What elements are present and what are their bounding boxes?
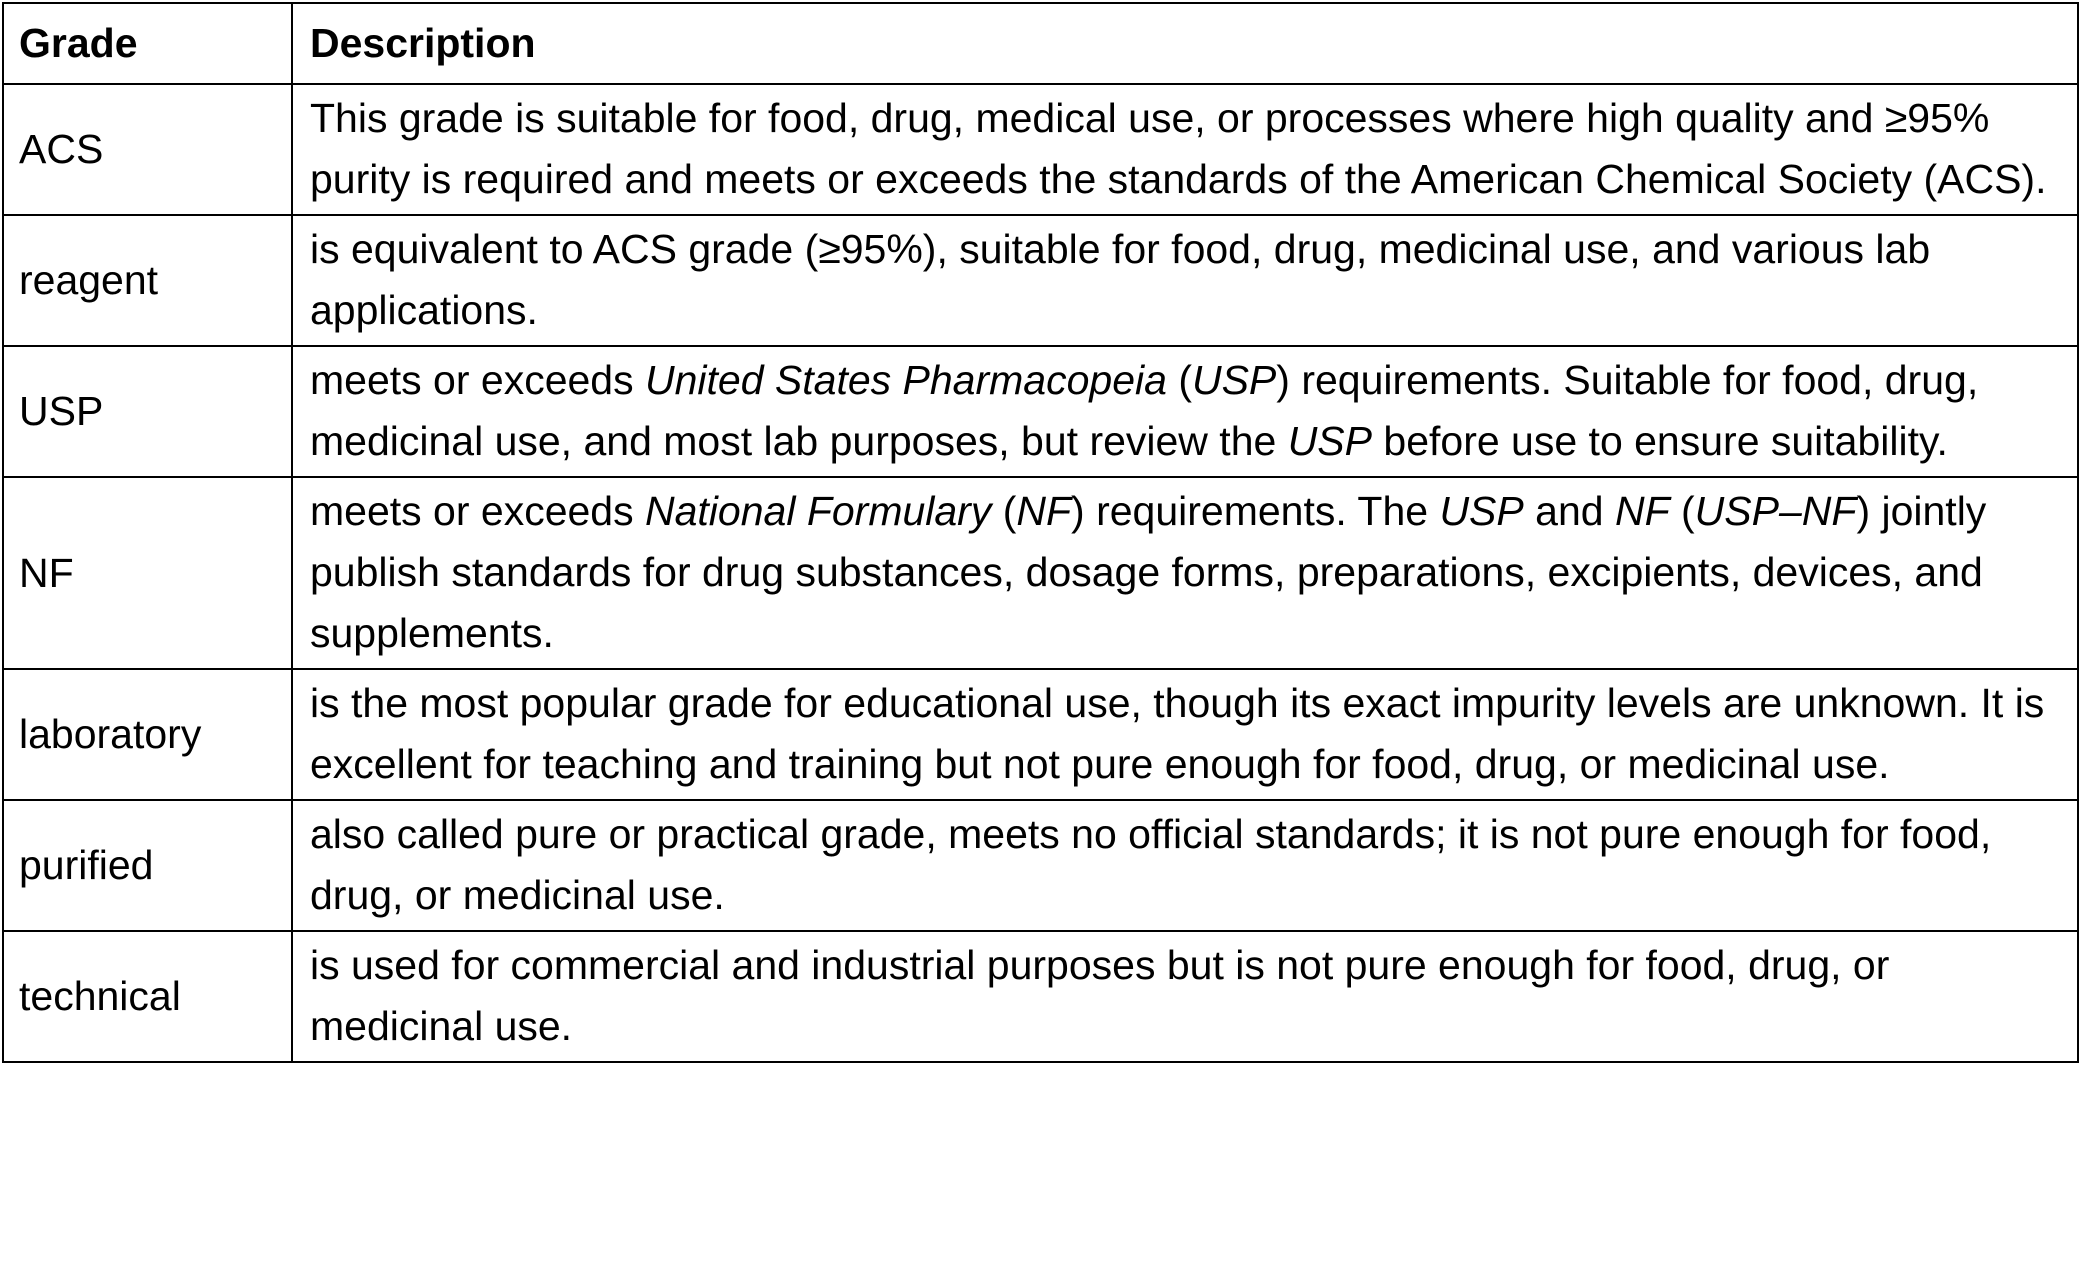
table-header-row	[3, 3, 2078, 84]
description-segment: (	[1669, 488, 1695, 534]
description-cell	[292, 669, 2078, 800]
italic-term: USP	[1439, 488, 1524, 534]
table-body	[3, 84, 2078, 1062]
description-segment: ) requirements. Suitable for food, drug, medicinal use, and most lab purposes, but review the	[310, 357, 1979, 464]
description-segment: before use to ensure suitability.	[1372, 418, 1948, 464]
description-segment: (	[1166, 357, 1192, 403]
table-row	[3, 800, 2078, 931]
description-segment: ) jointly publish standards for drug substances, dosage forms, preparations, excipients, devices, and supplements.	[310, 488, 1987, 656]
grades-table-container	[2, 2, 2079, 1063]
description-cell	[292, 215, 2078, 346]
grade-cell: ACS	[3, 84, 292, 215]
description-segment: is used for commercial and industrial purposes but is not pure enough for food, drug, or medicinal use.	[310, 942, 1890, 1049]
italic-term: NF	[1614, 488, 1670, 534]
italic-term: NF	[1016, 488, 1072, 534]
description-segment: and	[1523, 488, 1615, 534]
description-segment: meets or exceeds	[310, 357, 645, 403]
table-row	[3, 477, 2078, 669]
description-cell	[292, 346, 2078, 477]
description-segment: (	[991, 488, 1017, 534]
italic-term: USP	[1191, 357, 1277, 403]
italic-term: USP	[1287, 418, 1373, 464]
description-cell	[292, 800, 2078, 931]
description-text	[310, 95, 2046, 202]
italic-term: USP–NF	[1694, 488, 1857, 534]
description-segment: ) requirements. The	[1071, 488, 1440, 534]
description-text	[310, 226, 1930, 333]
table-row	[3, 669, 2078, 800]
grade-cell: technical	[3, 931, 292, 1062]
table-row	[3, 215, 2078, 346]
grade-cell: NF	[3, 477, 292, 669]
italic-term: National Formulary	[645, 488, 992, 534]
header-grade: Grade	[3, 3, 292, 84]
grade-cell: laboratory	[3, 669, 292, 800]
chemical-grades-table	[2, 2, 2079, 1063]
description-text	[310, 811, 1991, 918]
description-text	[310, 942, 1889, 1049]
grade-cell: USP	[3, 346, 292, 477]
description-cell	[292, 931, 2078, 1062]
description-text	[310, 357, 1978, 464]
grade-cell: reagent	[3, 215, 292, 346]
description-segment: This grade is suitable for food, drug, medical use, or processes where high quality and ≥95% purity is required and meets or exceeds the standards of the American Chemical Society (ACS).	[310, 95, 2047, 202]
table-row	[3, 346, 2078, 477]
description-cell	[292, 84, 2078, 215]
grade-cell: purified	[3, 800, 292, 931]
description-segment: is equivalent to ACS grade (≥95%), suitable for food, drug, medicinal use, and various lab applications.	[310, 226, 1931, 333]
description-segment: is the most popular grade for educational use, though its exact impurity levels are unknown. It is excellent for teaching and training but not pure enough for food, drug, or medicinal use.	[310, 680, 2045, 787]
description-text	[310, 488, 1986, 656]
italic-term: United States Pharmacopeia	[645, 357, 1167, 403]
table-row	[3, 84, 2078, 215]
table-row	[3, 931, 2078, 1062]
description-text	[310, 680, 2044, 787]
description-segment: also called pure or practical grade, meets no official standards; it is not pure enough for food, drug, or medicinal use.	[310, 811, 1992, 918]
header-description: Description	[292, 3, 2078, 84]
description-segment: meets or exceeds	[310, 488, 645, 534]
description-cell	[292, 477, 2078, 669]
